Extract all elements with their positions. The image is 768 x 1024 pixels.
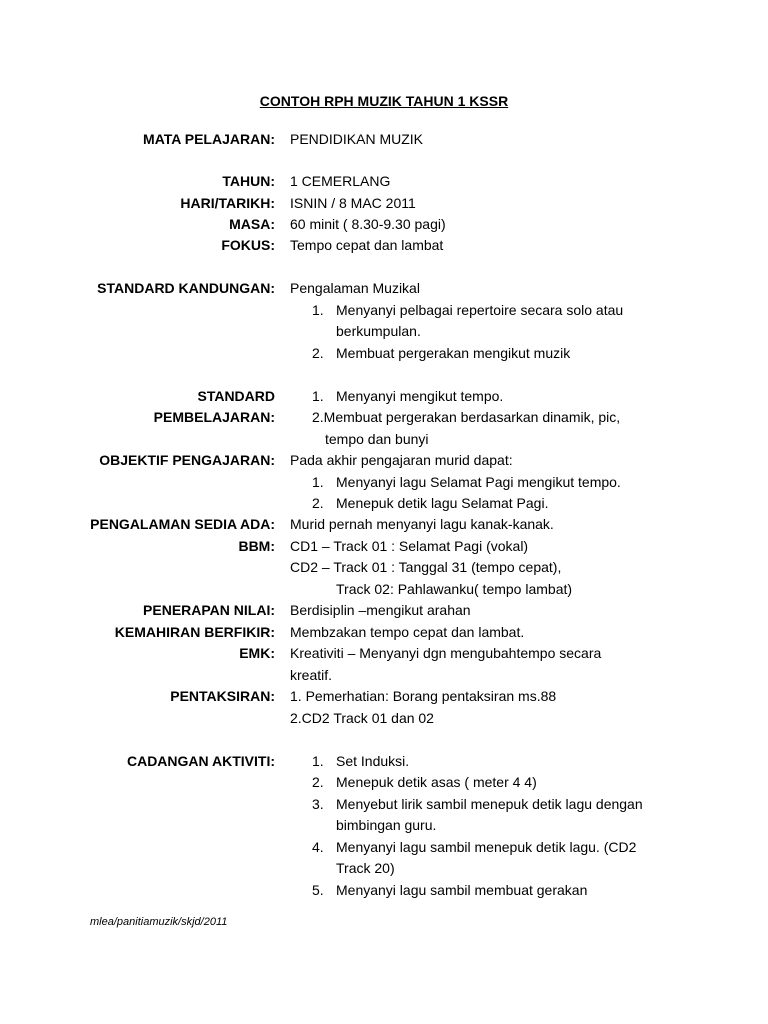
row-pengalaman: [0, 513, 768, 535]
list-number: 2.: [312, 345, 324, 361]
list-item: [0, 342, 768, 364]
value-masa: 60 minit ( 8.30-9.30 pagi): [290, 216, 446, 232]
list-number: 3.: [312, 796, 324, 812]
row-tahun: [0, 170, 768, 192]
label-pentaksiran: PENTAKSIRAN:: [170, 688, 275, 704]
value-berfikir: Membzakan tempo cepat dan lambat.: [290, 624, 525, 640]
row-berfikir: [0, 621, 768, 643]
row-emk: [0, 642, 768, 664]
value-hari-tarikh: ISNIN / 8 MAC 2011: [290, 195, 416, 211]
footer-credit: mlea/panitiamuzik/skjd/2011: [90, 916, 228, 928]
label-nilai: PENERAPAN NILAI:: [143, 602, 275, 618]
label-fokus: FOKUS:: [221, 237, 275, 253]
list-number: 2.: [312, 774, 324, 790]
label-tahun: TAHUN:: [222, 173, 275, 189]
list-text: Menyanyi lagu sambil menepuk detik lagu. (CD2: [336, 839, 637, 855]
list-text: Track 20): [336, 860, 395, 876]
list-item-continuation: [0, 320, 768, 342]
value-emk-line1: Kreativiti – Menyanyi dgn mengubahtempo secara: [290, 645, 602, 661]
list-item-continuation: [0, 814, 768, 836]
list-number: 1.: [312, 302, 324, 318]
list-item: [0, 771, 768, 793]
value-bbm-line3: Track 02: Pahlawanku( tempo lambat): [336, 581, 573, 597]
row-mata-pelajaran: [0, 128, 768, 150]
row-fokus: [0, 234, 768, 256]
row-standard-pembelajaran-3: [0, 428, 768, 450]
list-item-continuation: [0, 857, 768, 879]
list-text: Set Induksi.: [336, 753, 410, 769]
label-bbm: BBM:: [238, 538, 275, 554]
list-text: berkumpulan.: [336, 323, 421, 339]
value-mata-pelajaran: PENDIDIKAN MUZIK: [290, 131, 424, 147]
row-bbm-3: [0, 578, 768, 600]
row-masa: [0, 213, 768, 235]
list-item: [0, 299, 768, 321]
label-hari-tarikh: HARI/TARIKH:: [180, 195, 275, 211]
value-tahun: 1 CEMERLANG: [290, 173, 391, 189]
list-text: bimbingan guru.: [336, 817, 437, 833]
label-pembelajaran: PEMBELAJARAN:: [153, 409, 275, 425]
label-standard-kandungan: STANDARD KANDUNGAN:: [97, 280, 275, 296]
value-fokus: Tempo cepat dan lambat: [290, 237, 444, 253]
value-objektif: Pada akhir pengajaran murid dapat:: [290, 452, 513, 468]
list-number: 1.: [312, 388, 324, 404]
label-pengalaman: PENGALAMAN SEDIA ADA:: [90, 516, 275, 532]
list-text: Menepuk detik asas ( meter 4 4): [336, 774, 537, 790]
list-text: Menyanyi lagu sambil membuat gerakan: [336, 882, 588, 898]
row-hari-tarikh: [0, 192, 768, 214]
row-standard-pembelajaran-2: [0, 406, 768, 428]
row-standard-pembelajaran-1: [0, 385, 768, 407]
value-pentaksiran-line2: 2.CD2 Track 01 dan 02: [290, 710, 434, 726]
label-berfikir: KEMAHIRAN BERFIKIR:: [114, 624, 275, 640]
label-objektif: OBJEKTIF PENGAJARAN:: [99, 452, 275, 468]
row-pentaksiran: [0, 685, 768, 707]
label-aktiviti: CADANGAN AKTIVITI:: [126, 753, 275, 769]
value-pentaksiran-line1: 1. Pemerhatian: Borang pentaksiran ms.88: [290, 688, 557, 704]
list-item: [0, 471, 768, 493]
row-standard-kandungan: [0, 277, 768, 299]
list-item: [0, 879, 768, 901]
list-text: 2.Membuat pergerakan berdasarkan dinamik, pic,: [312, 409, 621, 425]
value-bbm-line1: CD1 – Track 01 : Selamat Pagi (vokal): [290, 538, 529, 554]
label-standard: STANDARD: [197, 388, 275, 404]
row-nilai: [0, 599, 768, 621]
list-text: Menyanyi pelbagai repertoire secara solo atau: [336, 302, 624, 318]
list-text: Menepuk detik lagu Selamat Pagi.: [336, 495, 549, 511]
list-number: 2.: [312, 495, 324, 511]
value-nilai: Berdisiplin –mengikut arahan: [290, 602, 471, 618]
value-bbm-line2: CD2 – Track 01 : Tanggal 31 (tempo cepat),: [290, 559, 562, 575]
list-text: tempo dan bunyi: [325, 431, 429, 447]
list-item: [0, 492, 768, 514]
list-number: 1.: [312, 753, 324, 769]
row-objektif: [0, 449, 768, 471]
list-number: 1.: [312, 474, 324, 490]
row-aktiviti: [0, 750, 768, 772]
list-text: Menyanyi lagu Selamat Pagi mengikut tempo.: [336, 474, 621, 490]
value-standard-kandungan: Pengalaman Muzikal: [290, 280, 420, 296]
list-text: Menyanyi mengikut tempo.: [336, 388, 504, 404]
list-text: Membuat pergerakan mengikut muzik: [336, 345, 571, 361]
label-masa: MASA:: [229, 216, 275, 232]
list-item: [0, 793, 768, 815]
label-mata-pelajaran: MATA PELAJARAN:: [143, 131, 275, 147]
list-number: 4.: [312, 839, 324, 855]
list-text: Menyebut lirik sambil menepuk detik lagu dengan: [336, 796, 643, 812]
row-emk-2: [0, 664, 768, 686]
row-bbm: [0, 535, 768, 557]
list-number: 5.: [312, 882, 324, 898]
list-item: [0, 836, 768, 858]
row-bbm-2: [0, 556, 768, 578]
page-title: CONTOH RPH MUZIK TAHUN 1 KSSR: [259, 93, 509, 109]
value-emk-line2: kreatif.: [290, 667, 333, 683]
row-pentaksiran-2: [0, 707, 768, 729]
label-emk: EMK:: [239, 645, 275, 661]
value-pengalaman: Murid pernah menyanyi lagu kanak-kanak.: [290, 516, 554, 532]
